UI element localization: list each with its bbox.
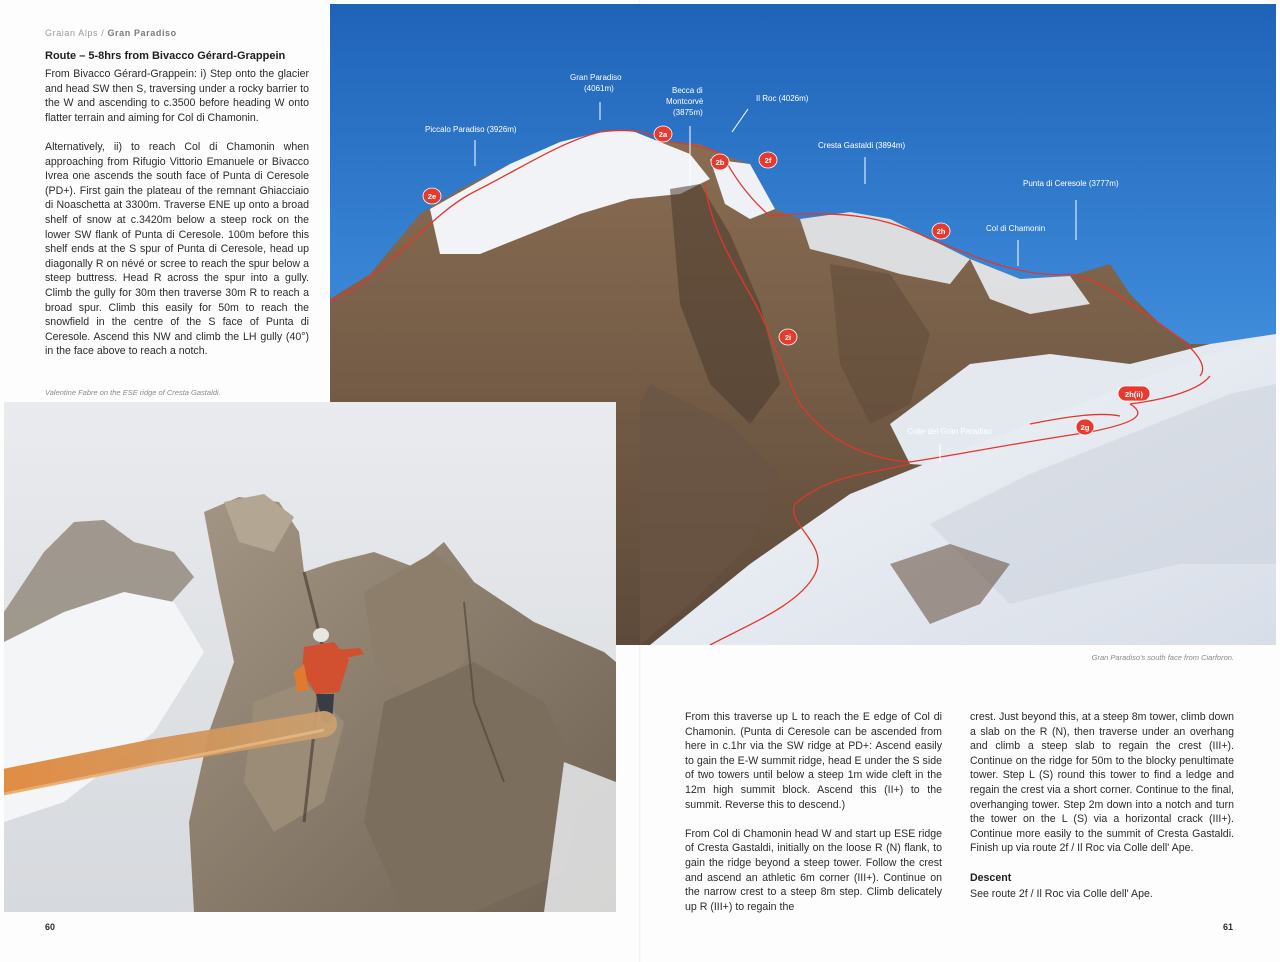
label-gran-paradiso: Gran Paradiso [570, 73, 622, 82]
label-gran-paradiso-altitude: (4061m) [584, 84, 614, 93]
page-number-right: 61 [1223, 922, 1234, 932]
label-montcorve: Montcorvè [666, 97, 704, 106]
climber-photo-caption: Valentine Fabre on the ESE ridge of Cresta Gastaldi. [45, 388, 221, 397]
continuation-paragraph: crest. Just beyond this, at a steep 8m tower, climb down a slab on the R (N), then traverse under an overhang and climb a steep slab to regain the crest (III+). Continue on the ridge for 50m to the blocky penultimate tower. Step L (S) round this tower to find a ledge and regain the crest via a short corner. Continue to the final, overhanging tower. Step 2m down into a notch and turn the tower on the L (S) via a horizontal crack (III+). Continue more easily to the summit of Cresta Gastaldi. Finish up via route 2f / Il Roc via Colle dell' Ape. [970, 711, 1234, 855]
continuation-paragraph: From Col di Chamonin head W and start up ESE ridge of Cresta Gastaldi, initially on the loose R (N) flank, to gain the ridge beyond a steep tower. Follow the crest and ascend an athletic 6m corner (III+). Continue on the narrow crest to a steep 8m step. Climb delicately up R (III+) to regain the [685, 827, 942, 913]
svg-text:2h: 2h [936, 227, 946, 236]
route-badge-2g [1076, 419, 1094, 435]
route-description-column [45, 67, 309, 373]
page-number-left: 60 [45, 922, 56, 932]
svg-text:2a: 2a [658, 130, 668, 139]
label-punta-di-ceresole: Punta di Ceresole (3777m) [1023, 179, 1119, 188]
svg-text:2e: 2e [427, 192, 437, 201]
route-paragraph: Alternatively, ii) to reach Col di Chamonin when approaching from Rifugio Vittorio Emanuele or Bivacco Ivrea one ascends the south face of Punta di Ceresole (PD+). First gain the plateau of the remnant Ghiacciaio di Noaschetta at 3300m. Traverse ENE up onto a broad shelf of snow at c.3420m below a steep rock on the lower SW flank of Punta di Ceresole. 100m before this shelf ends at the S spur of Punta di Ceresole, head up diagonally R on névé or scree to reach the spur below a steep buttress. Head R across the spur into a gully. Climb the gully for 30m then traverse 30m R to reach a broad spur. Climb this easily for 50m to reach the snowfield in the centre of the S face of Punta di Ceresole. Ascend this NW and climb the LH gully (40°) in the face above to reach a notch. [45, 140, 309, 358]
label-piccalo-paradiso: Piccalo Paradiso (3926m) [425, 125, 517, 134]
continuation-column-mid [685, 710, 942, 929]
svg-text:2h(ii): 2h(ii) [1124, 390, 1144, 399]
continuation-column-right [970, 710, 1234, 916]
route-badge-2b [711, 154, 729, 170]
route-badge-2i [779, 329, 797, 345]
svg-text:2b: 2b [715, 158, 725, 167]
route-badge-2f [759, 152, 777, 168]
label-becca-di: Becca di [672, 86, 703, 95]
descent-heading: Descent [970, 871, 1012, 884]
route-badge-2e [423, 188, 441, 204]
label-il-roc: Il Roc (4026m) [756, 94, 809, 103]
svg-text:2g: 2g [1080, 423, 1090, 432]
climber-illustration [4, 402, 616, 912]
label-colle-del-gran-paradiso: Colle del Gran Paradiso [907, 427, 992, 436]
route-badge-2h-ii [1118, 386, 1150, 401]
descent-text: See route 2f / Il Roc via Colle dell' Ape. [970, 888, 1153, 901]
label-col-di-chamonin: Col di Chamonin [986, 224, 1046, 233]
svg-text:2f: 2f [764, 156, 772, 165]
label-cresta-gastaldi: Cresta Gastaldi (3894m) [818, 141, 906, 150]
climber-photo [4, 402, 616, 912]
route-badge-2h [932, 223, 950, 239]
running-head-title: Gran Paradiso [107, 28, 177, 38]
topo-photo-caption: Gran Paradiso's south face from Ciarforon. [1091, 653, 1234, 662]
svg-text:2i: 2i [784, 333, 792, 342]
route-heading: Route – 5-8hrs from Bivacco Gérard-Grappein [45, 50, 286, 62]
running-head-section: Graian Alps / [45, 28, 105, 38]
running-head [45, 28, 177, 38]
continuation-paragraph: From this traverse up L to reach the E edge of Col di Chamonin. (Punta di Ceresole can be ascended from here in c.1hr via the SW ridge at PD+: Ascend easily to gain the E-W summit ridge, head E under the S side of two towers until below a steep 1m wide cleft in the 12m high summit block. Ascend this (II+) to the summit. Reverse this to descend.) [685, 711, 942, 811]
label-becca-altitude: (3875m) [673, 108, 703, 117]
route-badge-2a [654, 126, 672, 142]
route-paragraph: From Bivacco Gérard-Grappein: i) Step onto the glacier and head SW then S, traversing under a rocky barrier to the W and ascending to c.3500 before heading W onto flatter terrain and aiming for Col di Chamonin. [45, 68, 309, 124]
